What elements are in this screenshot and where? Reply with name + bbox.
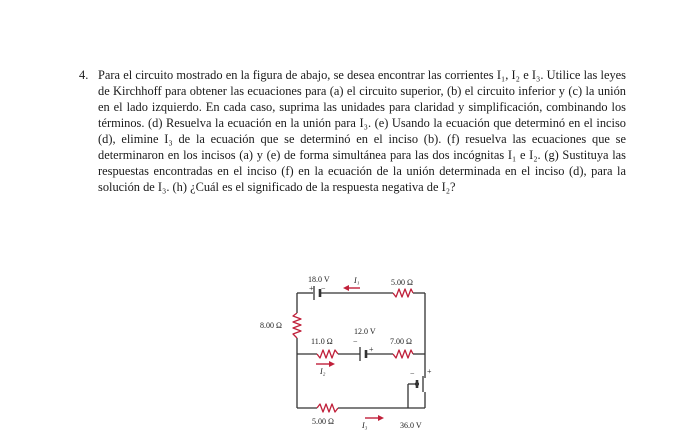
resistor-bottom-5ohm <box>317 404 338 412</box>
label-18v: 18.0 V <box>308 275 330 284</box>
resistor-8ohm <box>293 313 301 338</box>
circuit-diagram <box>250 268 450 438</box>
problem-number: 4. <box>79 68 89 82</box>
label-i1: I₁ <box>354 276 360 285</box>
current-i3-arrowhead <box>378 415 384 421</box>
label-8ohm: 8.00 Ω <box>260 321 282 330</box>
label-36v-plus: + <box>427 367 432 376</box>
problem-statement: Para el circuito mostrado en la figura de abajo, se desea encontrar las corrientes I₁, I₂ e I₃. Utilice las leyes de Kirchhoff para obtener las ecuaciones para (a) el circuito superior, (b) el circuito inferior y (c) la unión en el lado izquierdo. En cada caso, suprima las unidades para claridad y simplificación, combinando los términos. (d) Resuelva la ecuación en la unión para I₃. (e) Usando la ecuación que determinó en el inciso (d), elimine I₃ de la ecuación que se determinó en el inciso (b). (f) resuelva las ecuaciones que se determinaron en los incisos (a) y (e) de forma simultánea para las dos incógnitas I₁ e I₂. (g) Sustituya las respuestas encontradas en el inciso (f) en la ecuación de la unión determinada en el inciso (d), para la solución de I₃. (h) ¿Cuál es el significado de la respuesta negativa de I₂? <box>98 68 626 194</box>
circuit-svg <box>250 268 450 438</box>
label-18v-minus: − <box>321 284 326 293</box>
label-36v: 36.0 V <box>400 421 422 430</box>
label-12v-minus: − <box>353 337 358 346</box>
label-top-5ohm: 5.00 Ω <box>391 278 413 287</box>
current-i1-arrowhead <box>343 285 349 291</box>
resistor-7ohm <box>393 350 413 358</box>
label-bottom-5ohm: 5.00 Ω <box>312 417 334 426</box>
resistor-top-5ohm <box>393 289 413 297</box>
label-i2: I₂ <box>320 367 326 376</box>
label-7ohm: 7.00 Ω <box>390 337 412 346</box>
resistor-11ohm <box>317 350 338 358</box>
current-i2-arrowhead <box>329 361 335 367</box>
label-11ohm: 11.0 Ω <box>311 337 333 346</box>
label-18v-plus: + <box>309 284 314 293</box>
label-i3: I₃ <box>362 421 368 430</box>
problem-block <box>79 67 626 195</box>
label-36v-minus: − <box>410 369 415 378</box>
label-12v: 12.0 V <box>354 327 376 336</box>
label-12v-plus: + <box>369 345 374 354</box>
